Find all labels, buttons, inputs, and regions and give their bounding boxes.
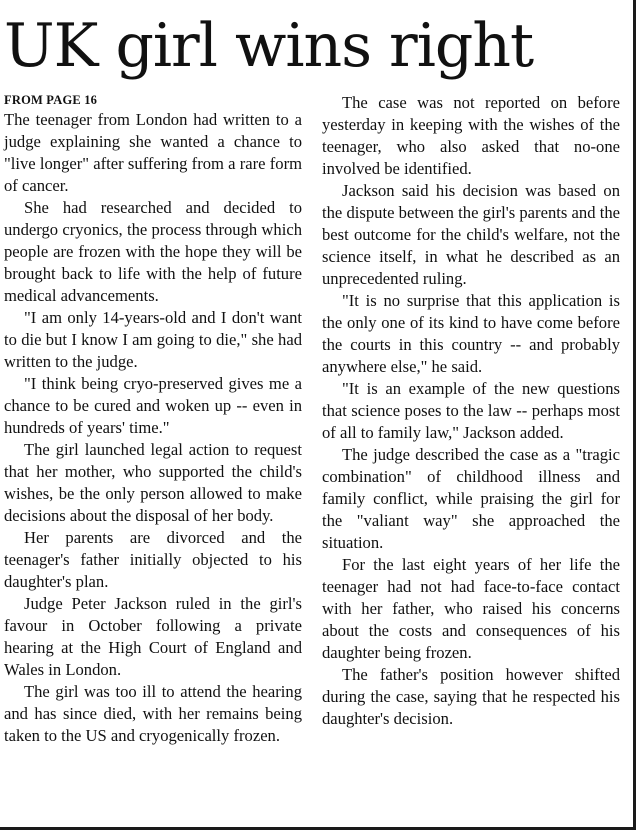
paragraph: "I am only 14-years-old and I don't want to die but I know I am going to die," she had written to the judge. xyxy=(4,308,302,371)
paragraph: "I think being cryo-preserved gives me a chance to be cured and woken up -- even in hundreds of years' time." xyxy=(4,374,302,437)
article-column-left xyxy=(4,92,302,747)
paragraph: The judge described the case as a "tragic combination" of childhood illness and family conflict, while praising the girl for the "valiant way" she approached the situation. xyxy=(322,445,620,552)
paragraph: Her parents are divorced and the teenager's father initially objected to his daughter's plan. xyxy=(4,528,302,591)
paragraph: She had researched and decided to undergo cryonics, the process through which people are frozen with the hope they will be brought back to life with the help of future medical advancements. xyxy=(4,198,302,305)
paragraph: Judge Peter Jackson ruled in the girl's favour in October following a private hearing at the High Court of England and Wales in London. xyxy=(4,594,302,679)
article-column-right xyxy=(322,92,620,730)
paragraph: The father's position however shifted during the case, saying that he respected his daughter's decision. xyxy=(322,665,620,728)
headline: UK girl wins right xyxy=(4,11,534,81)
paragraph: For the last eight years of her life the teenager had not had face-to-face contact with her father, who raised his concerns about the costs and consequences of his daughter being frozen. xyxy=(322,555,620,662)
paragraph: The case was not reported on before yesterday in keeping with the wishes of the teenager, who also asked that no-one involved be identified. xyxy=(322,93,620,178)
paragraph: "It is an example of the new questions that science poses to the law -- perhaps most of all to family law," Jackson added. xyxy=(322,379,620,442)
paragraph: "It is no surprise that this application is the only one of its kind to have come before the courts in this country -- and probably anywhere else," he said. xyxy=(322,291,620,376)
continuation-kicker: FROM PAGE 16 xyxy=(4,93,98,107)
paragraph: The teenager from London had written to a judge explaining she wanted a chance to "live longer" after suffering from a rare form of cancer. xyxy=(4,110,302,195)
paragraph: The girl was too ill to attend the hearing and has since died, with her remains being taken to the US and cryogenically frozen. xyxy=(4,682,302,745)
paragraph: The girl launched legal action to request that her mother, who supported the child's wishes, be the only person allowed to make decisions about the disposal of her body. xyxy=(4,440,302,525)
paragraph: Jackson said his decision was based on the dispute between the girl's parents and the best outcome for the child's welfare, not the science itself, in what he described as an unprecedented ruling. xyxy=(322,181,620,288)
